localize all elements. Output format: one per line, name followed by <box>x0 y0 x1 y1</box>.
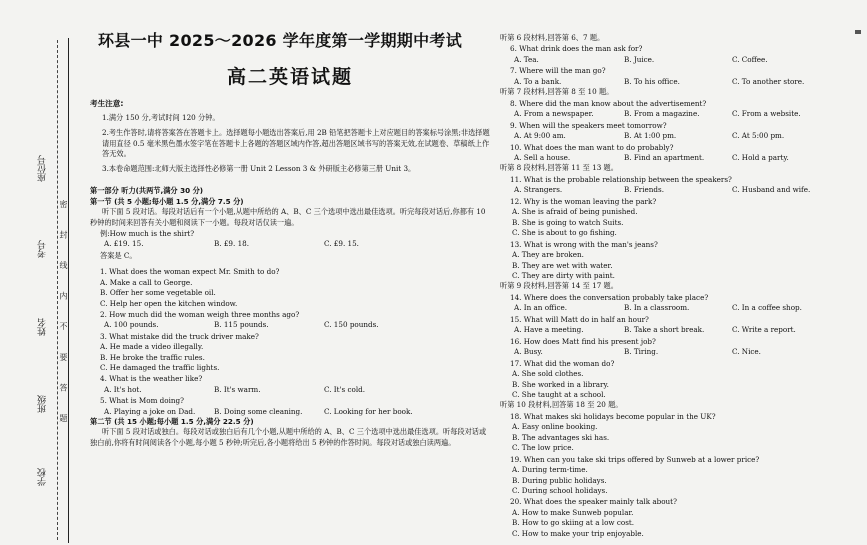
option: A. Sell a house. <box>514 152 571 162</box>
question-stem: 19. When can you take ski trips offered by Sunweb at a lower price? <box>510 454 760 464</box>
option: B. 115 pounds. <box>214 320 269 330</box>
question-stem: 18. What makes ski holidays become popular in the UK? <box>510 411 716 421</box>
option: A. It's hot. <box>104 384 142 394</box>
option-row <box>104 407 490 417</box>
option: A. Tea. <box>514 54 539 64</box>
question-stem: 10. What does the man want to do probably? <box>510 142 674 152</box>
option: B. £9. 18. <box>214 239 249 249</box>
option-row <box>514 325 840 335</box>
option: A. How to make Sunweb popular. <box>512 507 634 517</box>
question-stem: 1. What does the woman expect Mr. Smith to do? <box>100 267 280 277</box>
note-item: 1.满分 150 分,考试时间 120 分钟。 <box>102 113 220 123</box>
option: A. At 9:00 am. <box>514 131 566 141</box>
material-intro: 听第 6 段材料,回答第 6、7 题。 <box>500 33 605 42</box>
option: A. Make a call to George. <box>100 277 193 287</box>
school-field: 学校 <box>38 468 48 486</box>
option: B. She worked in a library. <box>512 379 609 389</box>
material-intro: 听第 8 段材料,回答第 11 至 13 题。 <box>500 163 618 173</box>
option: B. The advantages ski has. <box>512 432 610 442</box>
seat-number-field: 座位号 <box>38 155 48 182</box>
note-item: 2.考生作答时,请将答案答在答题卡上。选择题每小题选出答案后,用 2B 铅笔把答题卡上对应题目的答案标号涂黑;非选择题请用直径 0.5 毫米黑色墨水签字笔在答题卡上各题的答题区域内作答,超出答题区域书写的答案无效,在试题卷、草稿纸上作答无效。 <box>102 128 490 159</box>
option: C. From a website. <box>731 109 801 119</box>
section1-instructions: 听下面 5 段对话。每段对话后有一个小题,从题中所给的 A、B、C 三个选项中选出最佳选项。听完每段对话后,你都有 10 秒钟的时间来回答有关小题和阅读下一小题。每段对话仅读一遍。 <box>90 207 486 227</box>
option-row <box>514 131 840 141</box>
option: B. He broke the traffic rules. <box>100 352 205 362</box>
question-stem: 9. When will the speakers meet tomorrow? <box>510 120 667 130</box>
binding-strip <box>0 0 72 545</box>
section2-instructions: 听下面 5 段对话或独白。每段对话或独白后有几个小题,从题中所给的 A、B、C 三个选项中选出最佳选项。听每段对话或独白前,你将有时间阅读各个小题,每小题 5 秒钟;听完后,各小题将给出 5 秒钟的作答时间。每段对话或独白读两遍。 <box>90 427 487 447</box>
option-row <box>514 77 840 87</box>
question-stem: 6. What drink does the man ask for? <box>510 44 643 54</box>
option: B. To his office. <box>623 76 680 86</box>
option: A. She is afraid of being punished. <box>512 207 638 217</box>
class-field: 班级 <box>38 395 48 413</box>
exam-title: 环县一中 2025～2026 学年度第一学期期中考试 <box>97 31 462 50</box>
option: B. She is going to watch Suits. <box>512 217 624 227</box>
option: B. Juice. <box>623 54 655 64</box>
option: A. 100 pounds. <box>104 320 159 330</box>
option: A. £19. 15. <box>104 239 144 249</box>
option: B. Friends. <box>623 185 664 195</box>
option: C. Nice. <box>731 347 761 357</box>
option: C. Help her open the kitchen window. <box>100 298 238 308</box>
option: C. Write a report. <box>731 325 796 335</box>
option: A. To a bank. <box>514 76 562 86</box>
option: C. He damaged the traffic lights. <box>100 362 220 372</box>
option-row <box>104 320 490 330</box>
option: C. £9. 15. <box>324 239 359 249</box>
option: C. 150 pounds. <box>324 320 379 330</box>
option: B. Find an apartment. <box>623 152 705 162</box>
question-stem: 5. What is Mom doing? <box>100 396 184 406</box>
seal-line-text: 密 封 线 内 不 要 答 题 <box>59 200 68 432</box>
option: B. During public holidays. <box>512 475 607 485</box>
option: C. The low price. <box>512 443 574 453</box>
question-stem: 15. What will Matt do in half an hour? <box>510 314 649 324</box>
option: B. At 1:00 pm. <box>623 131 677 141</box>
option: C. In a coffee shop. <box>731 303 802 313</box>
option-row <box>514 303 840 313</box>
option: A. From a newspaper. <box>514 109 594 119</box>
question-stem: 16. How does Matt find his present job? <box>510 336 656 346</box>
scan-mark <box>855 30 861 34</box>
left-column <box>90 30 490 448</box>
section1-heading: 第一节 (共 5 小题;每小题 1.5 分,满分 7.5 分) <box>90 196 244 206</box>
right-column <box>500 33 840 539</box>
note-item: 3.本卷命题范围:北师大版主选择性必修第一册 Unit 2 Lesson 3 & 外研版主必修第三册 Unit 3。 <box>102 164 416 174</box>
option: B. It's warm. <box>214 384 261 394</box>
example-options <box>104 239 490 249</box>
exam-subtitle: 高二英语试题 <box>226 66 353 89</box>
question-stem: 17. What did the woman do? <box>510 358 615 368</box>
option: B. They are wet with water. <box>512 260 613 270</box>
material-intro: 听第 9 段材料,回答第 14 至 17 题。 <box>500 281 618 291</box>
option: A. Busy. <box>514 347 543 357</box>
example-answer: 答案是 C。 <box>100 250 137 260</box>
question-stem: 2. How much did the woman weigh three months ago? <box>100 309 300 319</box>
option-row <box>514 55 840 65</box>
option: C. To another store. <box>731 76 805 86</box>
option: B. How to go skiing at a low cost. <box>512 518 635 528</box>
option: A. She sold clothes. <box>512 369 584 379</box>
notes-heading: 考生注意: <box>90 98 124 108</box>
option: B. Take a short break. <box>623 325 705 335</box>
option: A. Strangers. <box>514 185 563 195</box>
option: A. Have a meeting. <box>514 325 584 335</box>
question-stem: 12. Why is the woman leaving the park? <box>510 196 657 206</box>
option-row <box>514 109 840 119</box>
question-stem: 13. What is wrong with the man's jeans? <box>510 239 658 249</box>
option: A. Easy online booking. <box>512 422 598 432</box>
section2-heading: 第二节 (共 15 小题;每小题 1.5 分,满分 22.5 分) <box>90 416 254 426</box>
question-stem: 20. What does the speaker mainly talk about? <box>510 497 677 507</box>
option: A. During term-time. <box>512 465 588 475</box>
option-row <box>514 347 840 357</box>
material-intro: 听第 10 段材料,回答第 18 至 20 题。 <box>500 400 623 410</box>
option: B. From a magazine. <box>623 109 700 119</box>
question-stem: 8. Where did the man know about the advertisement? <box>510 98 707 108</box>
option: B. In a classroom. <box>623 303 690 313</box>
option: B. Tiring. <box>623 347 659 357</box>
material-intro: 听第 7 段材料,回答第 8 至 10 题。 <box>500 87 614 97</box>
part1-heading: 第一部分 听力(共两节,满分 30 分) <box>90 186 204 196</box>
option: A. He made a video illegally. <box>100 342 204 352</box>
option: C. Husband and wife. <box>731 185 811 195</box>
option: C. They are dirty with paint. <box>512 270 615 280</box>
option-row <box>104 385 490 395</box>
question-stem: 4. What is the weather like? <box>100 374 203 384</box>
option: B. Offer her some vegetable oil. <box>100 288 216 298</box>
question-stem: 7. Where will the man go? <box>510 66 606 76</box>
option-row <box>514 153 840 163</box>
option: C. Looking for her book. <box>324 406 413 416</box>
option-row <box>514 185 840 195</box>
option: C. She taught at a school. <box>512 389 606 399</box>
question-stem: 3. What mistake did the truck driver make? <box>100 331 259 341</box>
part1-questions <box>90 267 490 417</box>
option: B. Doing some cleaning. <box>214 406 303 416</box>
option: A. In an office. <box>514 303 568 313</box>
question-stem: 14. Where does the conversation probably take place? <box>510 292 709 302</box>
option: C. Hold a party. <box>731 152 789 162</box>
option: C. During school holidays. <box>512 486 608 496</box>
option: C. At 5:00 pm. <box>731 131 785 141</box>
example-question: 例:How much is the shirt? <box>100 229 195 239</box>
exam-number-field: 考号 <box>38 240 48 258</box>
option: A. Playing a joke on Dad. <box>104 406 196 416</box>
option: C. She is about to go fishing. <box>512 228 617 238</box>
option: A. They are broken. <box>512 250 584 260</box>
option: C. Coffee. <box>731 54 768 64</box>
option: C. It's cold. <box>324 384 366 394</box>
question-stem: 11. What is the probable relationship between the speakers? <box>510 174 732 184</box>
option: C. How to make your trip enjoyable. <box>512 528 644 538</box>
name-field: 姓名 <box>38 318 48 336</box>
